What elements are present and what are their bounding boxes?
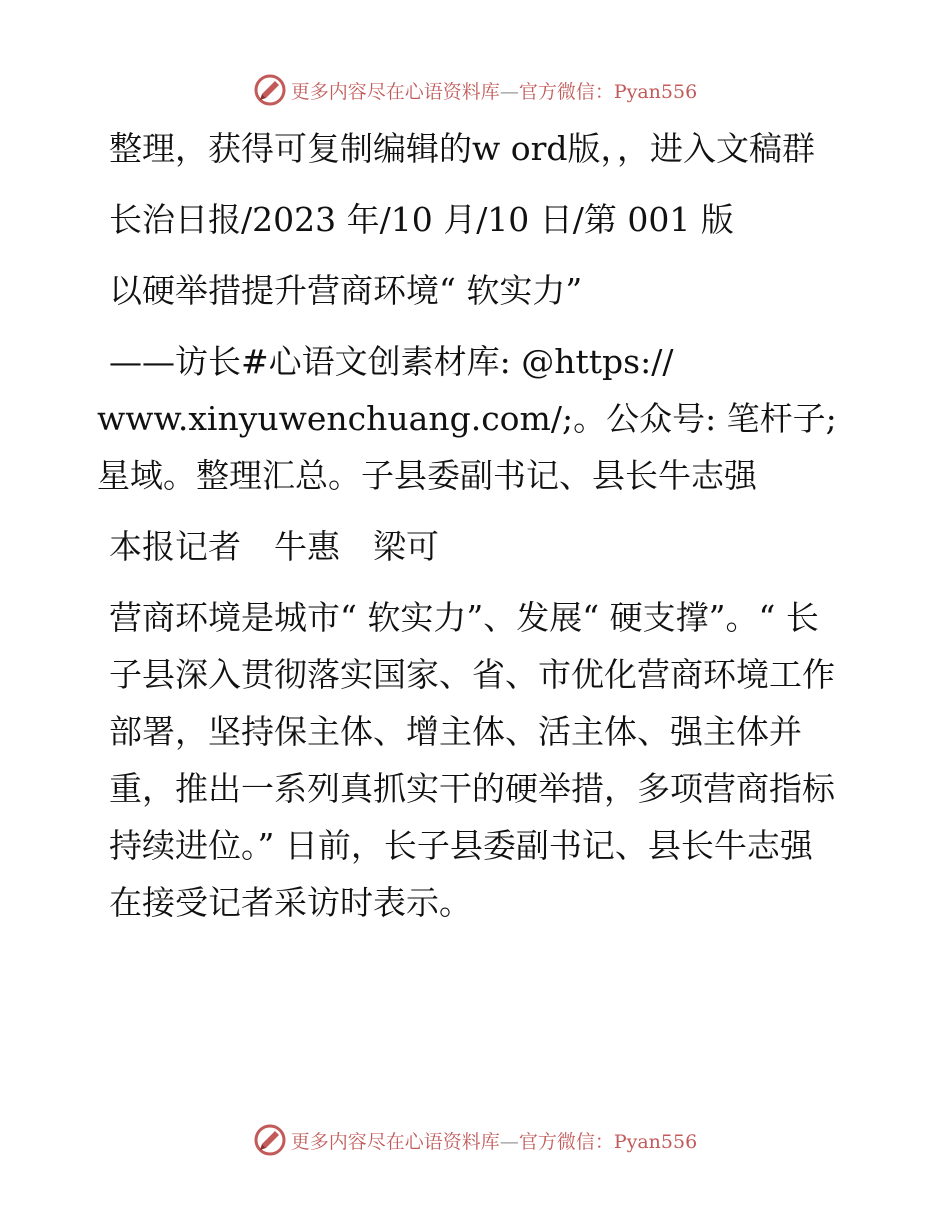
watermark-footer [0,1120,950,1160]
intro-line: 整理，获得可复制编辑的w ord版，，进入文稿群 [109,129,816,168]
body-paragraph: 营商环境是城市“ 软实力”、发展“ 硬支撑”。“ 长子县深入贯彻落实国家、省、市优化营商环境工作部署，坚持保主体、增主体、活主体、强主体并重，推出一系列真抓实干的硬举措，多项营商指标持续进位。” 日前，长子县委副书记、县长牛志强在接受记者采访时表示。 [109,598,835,922]
xinyu-logo-icon [253,73,287,107]
byline: 本报记者 牛惠 梁可 [109,527,439,566]
article-subtitle-line2: www.xinyuwenchuang.com/;。公众号: 笔杆子;星域。整理汇总。子县委副书记、县长牛志强 [97,399,837,495]
watermark-text: 更多内容尽在心语资料库—官方微信：Pyan556 [290,80,698,103]
watermark-text: 更多内容尽在心语资料库—官方微信：Pyan556 [290,1130,698,1153]
article-subtitle-line1: ——访长#心语文创素材库: @https:// [109,342,674,381]
xinyu-logo-icon [253,1123,287,1157]
watermark-header [0,70,950,110]
document-body [97,120,837,931]
article-title: 以硬举措提升营商环境“ 软实力” [109,271,583,310]
source-line: 长治日报/2023 年/10 月/10 日/第 001 版 [109,200,734,239]
